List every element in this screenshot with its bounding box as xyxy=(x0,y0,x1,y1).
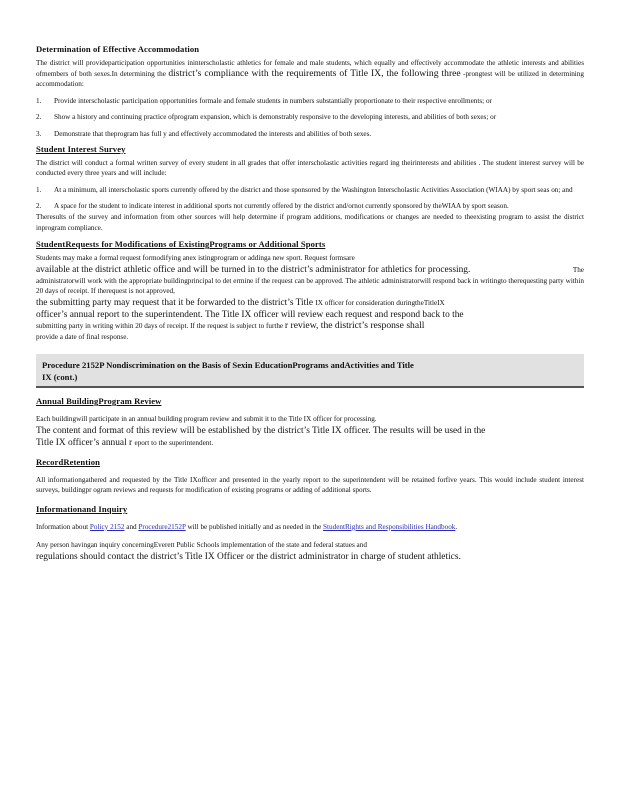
inquiry-text-1: Information about Policy 2152 and Procedure2152P will be published initially and as needed in the StudentRights and Responsibilities Handbook. xyxy=(36,522,458,531)
procedure-banner xyxy=(36,354,584,388)
review-line-1: Each buildingwill participate in an annual building program review and submit it to the Title IX officer for processing. xyxy=(36,415,377,424)
policy-2152-link[interactable]: Policy 2152 xyxy=(89,522,125,531)
section-heading-determination: Determination of Effective Accommodation xyxy=(36,44,200,54)
banner-subtitle: IX (cont.) xyxy=(42,372,78,383)
requests-line-3: administratorwill work with the appropriate buildingprincipal to det ermine if the request can be approved. The athletic administratorwill respond back in writingto therequesting party within 20 days of receipt. If therequest is not approved, xyxy=(36,276,584,296)
requests-line-5: officer’s annual report to the superintendent. The Title IX officer will review each request and respond back to the xyxy=(36,309,464,320)
requests-line-7: provide a date of final response. xyxy=(36,332,129,341)
procedure-2152p-link[interactable]: Procedure2152P xyxy=(138,522,186,531)
list-item: 2. Show a history and continuing practice ofprogram expansion, which is demonstrably responsive to the developing interests, and abilities of both sexes; or xyxy=(36,113,497,122)
list-item: 1. Provide interscholastic participation opportunities formale and female students in numbers substantially proportionate to their respective enrollments; or xyxy=(36,96,492,105)
determination-intro-a: The district will provideparticipation opportunities ininterscholastic athletics for female and male students, which equally and effectively accommodate the athletic interests and abilities ofmembers of both sexes.In determining the xyxy=(36,59,584,78)
requests-line-1: Students may make a formal request formodifying anex istingprogram or addinga new sport. Request formsare xyxy=(36,254,355,263)
determination-intro xyxy=(36,58,584,90)
list-item: 2. A space for the student to indicate interest in additional sports not currently offered by the district and/ornot currently sponsored by theWIAA by sport season. xyxy=(36,202,509,211)
handbook-link[interactable]: StudentRights and Responsibilities Handbook xyxy=(323,522,456,531)
survey-outro: Theresults of the survey and information from other sources will help determine if program additions, modifications or changes are needed to theexisting program to assist the district inprogram compliance. xyxy=(36,212,584,232)
requests-line-4: the submitting party may request that it be forwarded to the district’s Title IX officer for consideration duringtheTitleIX xyxy=(36,297,445,308)
requests-line-6: submitting party in writing within 20 days of receipt. If the request is subject to furthe r review, the district’s response shall xyxy=(36,319,425,331)
section-heading-inquiry: Informationand Inquiry xyxy=(36,503,128,514)
review-line-2: The content and format of this review will be established by the district’s Title IX officer. The results will be used in the xyxy=(36,425,486,436)
retention-text: All informationgathered and requested by the Title IXofficer and presented in the yearly report to the superintendent will be retained forfive years. This would include student interest surveys, buildingpr ogram reviews and requests for modification of existing programs or adding of additional sports. xyxy=(36,475,584,495)
requests-line-2: available at the district athletic office and will be turned in to the district’s administrator for athletics for processing. The xyxy=(36,264,584,275)
section-heading-requests: StudentRequests for Modifications of ExistingPrograms or Additional Sports xyxy=(36,239,326,250)
section-heading-review: Annual BuildingProgram Review xyxy=(36,396,162,407)
determination-intro-b: district’s compliance with the requirements of Title IX, the following three xyxy=(168,67,461,79)
survey-intro: The district will conduct a formal written survey of every student in all grades that offer interscholastic activities regard ing theirinterests and abilities . The student interest survey will be conducted every three years and will include: xyxy=(36,158,584,178)
list-item: 3. Demonstrate that theprogram has full y and effectively accommodated the interests and abilities of both sexes. xyxy=(36,129,372,138)
determination-intro-c: -prongtest will be utilized in determining accommodation: xyxy=(36,69,584,89)
list-item: 1. At a minimum, all interscholastic sports currently offered by the district and those sponsored by the Washington Interscholastic Activities Association (WIAA) by sport seas on; and xyxy=(36,185,573,194)
inquiry-text-2a: Any person havingan inquiry concerningEverett Public Schools implementation of the state and federal statues and xyxy=(36,541,367,550)
banner-title: Procedure 2152P Nondiscrimination on the Basis of Sexin EducationPrograms andActivities and Title xyxy=(42,360,414,371)
document-page xyxy=(36,44,584,563)
inquiry-text-2b: regulations should contact the district’s Title IX Officer or the district administrator in charge of student athletics. xyxy=(36,552,461,563)
section-heading-retention: RecordRetention xyxy=(36,456,101,467)
section-heading-survey: Student Interest Survey xyxy=(36,143,126,154)
review-line-3: Title IX officer’s annual r eport to the superintendent. xyxy=(36,437,214,448)
